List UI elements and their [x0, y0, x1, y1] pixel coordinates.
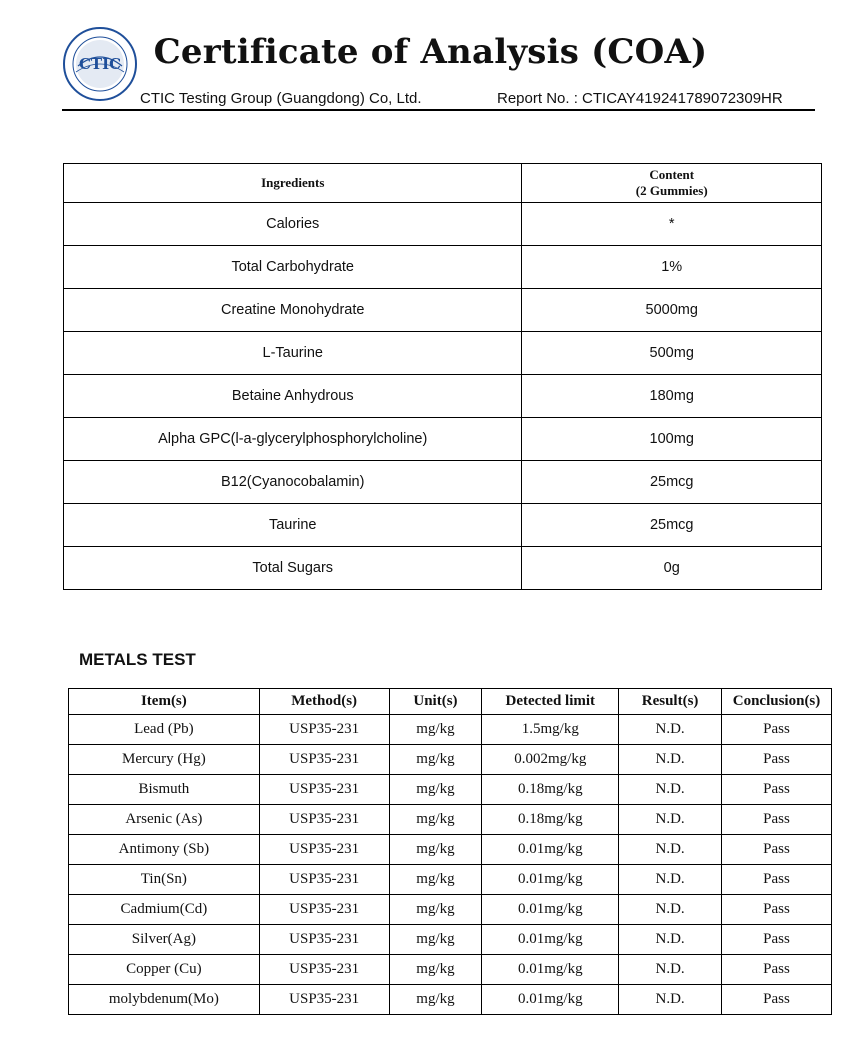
ingredient-name: Taurine: [64, 504, 522, 547]
table-row: [69, 805, 832, 835]
metals-test-title: METALS TEST: [79, 650, 196, 669]
method-cell: USP35-231: [259, 895, 389, 925]
ingredient-content: 25mcg: [522, 461, 822, 504]
method-cell: USP35-231: [259, 775, 389, 805]
ingredient-content: 5000mg: [522, 289, 822, 332]
result-cell: N.D.: [619, 805, 722, 835]
detected-limit-cell: 0.01mg/kg: [482, 835, 619, 865]
ingredient-name: Calories: [64, 203, 522, 246]
table-row: [69, 745, 832, 775]
result-cell: N.D.: [619, 925, 722, 955]
ingredient-name: Total Sugars: [64, 547, 522, 590]
table-row: [64, 289, 822, 332]
table-row: [64, 375, 822, 418]
ingredient-content: 180mg: [522, 375, 822, 418]
table-row: [64, 203, 822, 246]
ingredient-name: Alpha GPC(l-a-glycerylphosphorylcholine): [64, 418, 522, 461]
table-row: [69, 715, 832, 745]
result-cell: N.D.: [619, 955, 722, 985]
content-header: [522, 164, 822, 203]
ingredient-name: Total Carbohydrate: [64, 246, 522, 289]
method-cell: USP35-231: [259, 865, 389, 895]
result-cell: N.D.: [619, 775, 722, 805]
table-row: [69, 835, 832, 865]
unit-cell: mg/kg: [389, 775, 482, 805]
unit-cell: mg/kg: [389, 955, 482, 985]
item-cell: Cadmium(Cd): [69, 895, 260, 925]
metals-header-row: [69, 689, 832, 715]
logo-text: CTIC: [78, 55, 122, 73]
ingredient-content: 0g: [522, 547, 822, 590]
detected-limit-cell: 0.002mg/kg: [482, 745, 619, 775]
conclusion-header: Conclusion(s): [722, 689, 832, 715]
unit-cell: mg/kg: [389, 925, 482, 955]
ingredient-name: B12(Cyanocobalamin): [64, 461, 522, 504]
company-name: CTIC Testing Group (Guangdong) Co, Ltd.: [140, 90, 422, 107]
table-row: [64, 418, 822, 461]
result-cell: N.D.: [619, 835, 722, 865]
table-row: [69, 955, 832, 985]
unit-cell: mg/kg: [389, 715, 482, 745]
table-row: [69, 925, 832, 955]
ingredients-header-row: [64, 164, 822, 203]
ingredient-content: 100mg: [522, 418, 822, 461]
conclusion-cell: Pass: [722, 835, 832, 865]
item-cell: Silver(Ag): [69, 925, 260, 955]
conclusion-cell: Pass: [722, 955, 832, 985]
table-row: [64, 547, 822, 590]
item-cell: Lead (Pb): [69, 715, 260, 745]
detected-limit-cell: 0.18mg/kg: [482, 775, 619, 805]
result-cell: N.D.: [619, 715, 722, 745]
table-row: [64, 332, 822, 375]
ingredient-content: 1%: [522, 246, 822, 289]
method-cell: USP35-231: [259, 745, 389, 775]
conclusion-cell: Pass: [722, 985, 832, 1015]
content-header-line1: Content: [649, 167, 695, 182]
unit-cell: mg/kg: [389, 895, 482, 925]
table-row: [69, 865, 832, 895]
result-cell: N.D.: [619, 745, 722, 775]
result-cell: N.D.: [619, 865, 722, 895]
method-cell: USP35-231: [259, 805, 389, 835]
method-cell: USP35-231: [259, 835, 389, 865]
content-header-line2: (2 Gummies): [635, 183, 708, 198]
unit-cell: mg/kg: [389, 835, 482, 865]
method-cell: USP35-231: [259, 925, 389, 955]
unit-cell: mg/kg: [389, 805, 482, 835]
header-divider: [62, 109, 815, 111]
item-cell: Tin(Sn): [69, 865, 260, 895]
unit-cell: mg/kg: [389, 865, 482, 895]
item-cell: Arsenic (As): [69, 805, 260, 835]
conclusion-cell: Pass: [722, 925, 832, 955]
detected-limit-cell: 0.18mg/kg: [482, 805, 619, 835]
ingredient-name: L-Taurine: [64, 332, 522, 375]
detected-limit-header: Detected limit: [482, 689, 619, 715]
ingredients-table: [63, 163, 822, 590]
metals-table: [68, 688, 832, 1015]
ingredient-name: Betaine Anhydrous: [64, 375, 522, 418]
result-header: Result(s): [619, 689, 722, 715]
method-cell: USP35-231: [259, 715, 389, 745]
detected-limit-cell: 0.01mg/kg: [482, 895, 619, 925]
unit-header: Unit(s): [389, 689, 482, 715]
conclusion-cell: Pass: [722, 865, 832, 895]
conclusion-cell: Pass: [722, 805, 832, 835]
ingredients-header: Ingredients: [64, 164, 522, 203]
result-cell: N.D.: [619, 895, 722, 925]
conclusion-cell: Pass: [722, 715, 832, 745]
detected-limit-cell: 0.01mg/kg: [482, 865, 619, 895]
detected-limit-cell: 0.01mg/kg: [482, 985, 619, 1015]
table-row: [69, 775, 832, 805]
item-cell: Copper (Cu): [69, 955, 260, 985]
table-row: [64, 504, 822, 547]
table-row: [64, 461, 822, 504]
method-cell: USP35-231: [259, 985, 389, 1015]
conclusion-cell: Pass: [722, 895, 832, 925]
item-cell: molybdenum(Mo): [69, 985, 260, 1015]
result-cell: N.D.: [619, 985, 722, 1015]
table-row: [69, 985, 832, 1015]
page-title: Certificate of Analysis (COA): [153, 32, 708, 72]
detected-limit-cell: 1.5mg/kg: [482, 715, 619, 745]
item-cell: Bismuth: [69, 775, 260, 805]
method-cell: USP35-231: [259, 955, 389, 985]
detected-limit-cell: 0.01mg/kg: [482, 925, 619, 955]
unit-cell: mg/kg: [389, 745, 482, 775]
detected-limit-cell: 0.01mg/kg: [482, 955, 619, 985]
table-row: [64, 246, 822, 289]
conclusion-cell: Pass: [722, 745, 832, 775]
method-header: Method(s): [259, 689, 389, 715]
conclusion-cell: Pass: [722, 775, 832, 805]
ingredient-name: Creatine Monohydrate: [64, 289, 522, 332]
ingredient-content: 25mcg: [522, 504, 822, 547]
report-number: Report No. : CTICAY419241789072309HR: [497, 90, 783, 107]
item-header: Item(s): [69, 689, 260, 715]
ingredient-content: *: [522, 203, 822, 246]
item-cell: Antimony (Sb): [69, 835, 260, 865]
item-cell: Mercury (Hg): [69, 745, 260, 775]
unit-cell: mg/kg: [389, 985, 482, 1015]
ingredient-content: 500mg: [522, 332, 822, 375]
table-row: [69, 895, 832, 925]
